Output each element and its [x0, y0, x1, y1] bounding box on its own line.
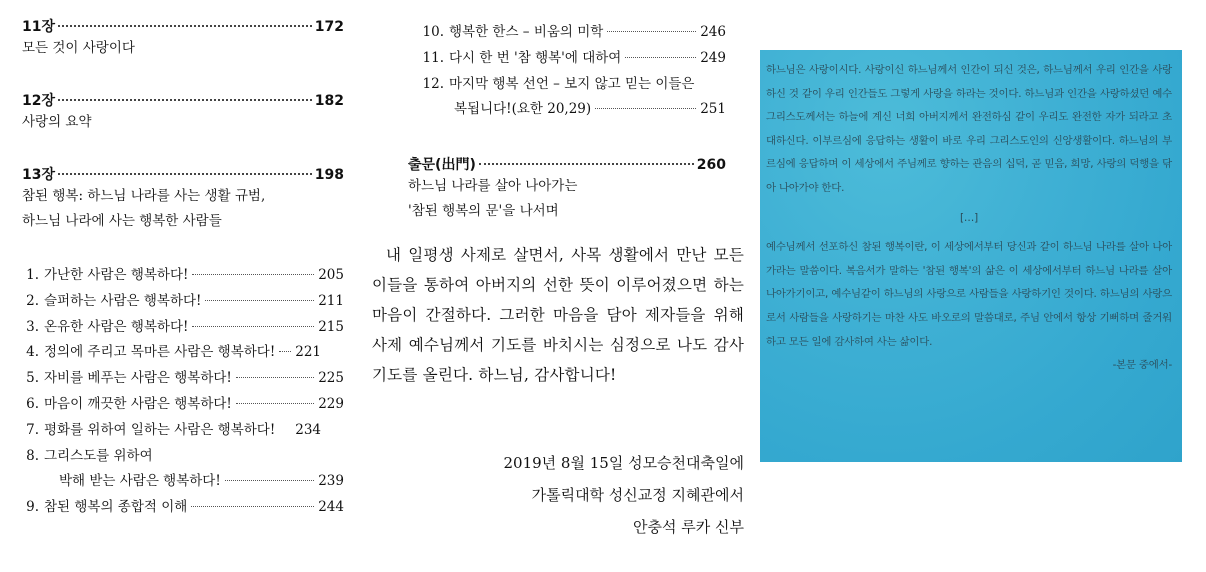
chapter-label: 11장	[22, 19, 56, 35]
item-title: 마지막 행복 선언 – 보지 않고 믿는 이들은	[449, 75, 695, 92]
item-number: 1.	[26, 267, 39, 283]
signature-place: 가톨릭대학 성신교정 지혜관에서	[531, 486, 744, 504]
dot-leader	[58, 25, 312, 27]
signature-author: 안충석 루카 신부	[633, 518, 744, 536]
item-page: 215	[318, 318, 344, 335]
dot-leader	[225, 480, 314, 481]
item-title: 가난한 사람은 행복하다!	[44, 267, 189, 283]
toc-item-list	[22, 263, 344, 521]
dot-leader	[595, 108, 696, 109]
toc-item[interactable]	[22, 263, 344, 289]
toc-item[interactable]	[420, 72, 726, 98]
dot-leader	[58, 173, 312, 175]
chapter-12[interactable]	[22, 90, 344, 135]
dot-leader	[191, 506, 314, 507]
quote-source: -본문 중에서-	[1112, 359, 1172, 372]
item-title: 그리스도를 위하여	[44, 447, 153, 464]
exodus-subtitle: '참된 행복의 문'을 나서며	[408, 203, 559, 219]
item-number: 5.	[26, 370, 39, 387]
item-page: 239	[318, 473, 344, 490]
chapter-label: 12장	[22, 93, 56, 109]
item-title: 다시 한 번 '참 행복'에 대하여	[449, 49, 622, 66]
chapter-page: 198	[314, 167, 344, 183]
item-title-cont: 박해 받는 사람은 행복하다!	[59, 473, 221, 490]
dot-leader	[279, 351, 291, 352]
quote-paragraph: 하느님은 사랑이시다. 사랑이신 하느님께서 인간이 되신 것은, 하느님께서 우리 인간을 사랑하신 것 같이 우리 인간들도 그렇게 사랑을 하라는 것이다. 하느님과 인간을 사랑하셨던 예수 그리스도께서는 하늘에 계신 너희 아버지께서 완전하심 같이 우리도 완전한 자가 되라고 초대하신다. 이부르심에 응답하는 생활이 바로 우리 그리스도인의 신앙생활이다. 하느님의 부르심에 응답하며 이 세상에서 주님께로 향하는 관음의 십덕, 곧 믿음, 희망, 사랑의 덕행을 닦아 나아가야 한다.	[766, 64, 1172, 194]
quote-ellipsis: […]	[960, 211, 978, 224]
item-page: 229	[318, 395, 344, 412]
item-title: 평화를 위하여 일하는 사람은 행복하다!	[44, 421, 276, 438]
quote-box	[760, 50, 1182, 462]
chapter-page: 172	[314, 19, 344, 35]
chapter-subtitle: 모든 것이 사랑이다	[22, 40, 135, 56]
item-page: 249	[700, 49, 726, 66]
dot-leader	[236, 377, 314, 378]
item-title: 마음이 깨끗한 사람은 행복하다!	[44, 395, 232, 412]
toc-item-list	[420, 20, 726, 123]
chapter-label: 13장	[22, 167, 56, 183]
exodus-section[interactable]	[408, 154, 726, 224]
chapter-subtitle: 하느님 나라에 사는 행복한 사람들	[22, 213, 222, 229]
item-page: 246	[700, 24, 726, 40]
item-number: 2.	[26, 292, 39, 309]
item-number: 7.	[26, 421, 39, 438]
exodus-subtitle: 하느님 나라를 살아 나아가는	[408, 178, 578, 194]
item-title: 온유한 사람은 행복하다!	[44, 318, 189, 335]
item-title: 행복한 한스 – 비움의 미학	[449, 24, 604, 40]
quote-paragraph: 예수님께서 선포하신 참된 행복이란, 이 세상에서부터 당신과 같이 하느님 나라를 살아 나아가라는 말씀이다. 복음서가 말하는 '참된 행복'의 삶은 이 세상에서부터 하느님 나라를 살아 나아가기이고, 예수님같이 하느님의 사랑으로 사람들을 사랑하기인 것이다. 하느님의 사랑으로서 사람들을 사랑하기는 마찬 사도 바오로의 말씀대로, 주님 안에서 항상 기뻐하며 줄거워하고 모든 일에 감사하여 사는 삶이다.	[766, 241, 1172, 348]
chapter-subtitle: 참된 행복: 하느님 나라를 사는 생활 규범,	[22, 188, 266, 204]
closing-paragraph	[372, 240, 744, 390]
chapter-subtitle: 사랑의 요약	[22, 114, 92, 130]
item-number: 3.	[26, 318, 39, 335]
toc-item[interactable]	[22, 392, 344, 418]
toc-item[interactable]	[22, 418, 344, 444]
toc-item-continuation[interactable]	[420, 97, 726, 123]
item-number: 9.	[26, 499, 39, 516]
chapter-page: 182	[314, 93, 344, 109]
dot-leader	[58, 99, 312, 101]
item-number: 4.	[26, 344, 39, 361]
item-number: 8.	[26, 447, 39, 464]
dot-leader	[192, 326, 314, 327]
item-page: 251	[700, 101, 726, 118]
item-number: 6.	[26, 395, 39, 412]
paragraph-text: 내 일평생 사제로 살면서, 사목 생활에서 만난 모든 이들을 통하여 아버지의 선한 뜻이 이루어졌으면 하는 마음이 간절하다. 그러한 마음을 담아 제자들을 위해 사제 예수님께서 기도를 바치시는 심정으로 나도 감사 기도를 올린다. 하느님, 감사합니다!	[372, 246, 744, 384]
dot-leader	[625, 57, 696, 58]
toc-item[interactable]	[22, 340, 344, 366]
toc-item[interactable]	[22, 495, 344, 521]
item-page: 244	[318, 499, 344, 516]
item-title: 참된 행복의 종합적 이해	[44, 499, 188, 516]
item-page: 225	[318, 370, 344, 387]
toc-item[interactable]	[22, 315, 344, 341]
item-page: 234	[295, 421, 322, 438]
dot-leader	[479, 163, 694, 165]
toc-item[interactable]	[22, 444, 344, 470]
dot-leader	[236, 403, 314, 404]
toc-item[interactable]	[420, 46, 726, 72]
item-title: 정의에 주리고 목마른 사람은 행복하다!	[44, 344, 276, 361]
dot-leader	[192, 274, 314, 275]
item-number: 11.	[422, 49, 444, 66]
toc-item-continuation[interactable]	[22, 469, 344, 495]
item-number: 10.	[422, 24, 444, 40]
item-number: 12.	[422, 75, 444, 92]
toc-item[interactable]	[420, 20, 726, 46]
exodus-page: 260	[696, 157, 726, 173]
dot-leader	[205, 300, 314, 301]
dot-leader	[607, 31, 696, 32]
item-page: 205	[318, 267, 344, 283]
chapter-11[interactable]	[22, 16, 344, 61]
toc-item[interactable]	[22, 366, 344, 392]
item-page: 221	[295, 344, 322, 361]
item-title: 자비를 베푸는 사람은 행복하다!	[44, 370, 232, 387]
signature-date: 2019년 8월 15일 성모승천대축일에	[503, 454, 744, 472]
chapter-13[interactable]	[22, 164, 344, 234]
item-title-cont: 복됩니다!(요한 20,29)	[454, 101, 592, 118]
item-title: 슬퍼하는 사람은 행복하다!	[44, 292, 202, 309]
item-page: 211	[318, 292, 344, 309]
toc-item[interactable]	[22, 289, 344, 315]
exodus-label: 출문(出門)	[408, 157, 476, 173]
